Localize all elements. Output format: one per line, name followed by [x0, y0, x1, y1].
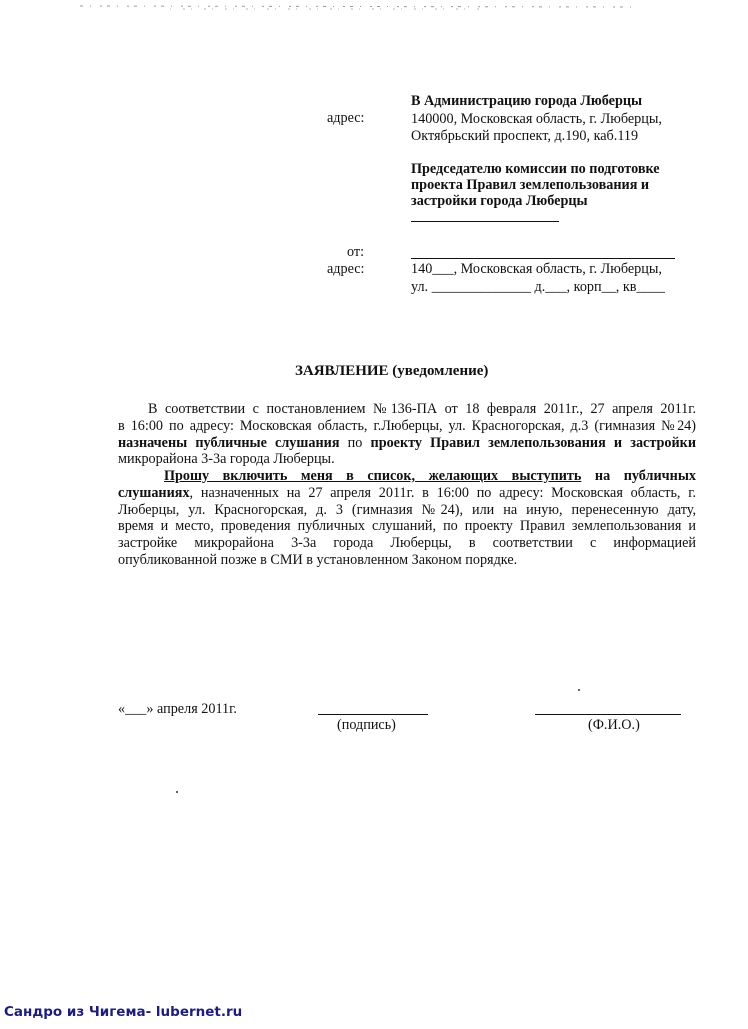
sender-address-line1: 140___, Московская область, г. Люберцы,	[411, 261, 662, 277]
paragraph-1-line-3	[118, 435, 696, 452]
sender-address-line2: ул. ______________ д.___, корп__, кв____	[411, 279, 665, 295]
signature-label: (подпись)	[337, 717, 396, 733]
paragraph-2-line-4: время и место, проведения публичных слушаний, по проекту Правил землепользования и	[118, 518, 696, 535]
paragraph-2-bold-hearings: слушаниях	[118, 484, 190, 501]
scan-speck	[578, 689, 580, 691]
sender-address-label: адрес:	[327, 261, 365, 277]
paragraph-1-bold-project: проекту Правил землепользования и застройки	[370, 434, 696, 451]
addressee-line2: проекта Правил землепользования и	[411, 177, 650, 193]
addressee-name-blank-line	[411, 221, 559, 222]
sender-from-label: от:	[347, 244, 365, 260]
watermark-text: Сандро из Чигема- lubernet.ru	[4, 1004, 243, 1020]
document-title-main: ЗАЯВЛЕНИЕ	[295, 363, 389, 379]
paragraph-2-line-3: Люберцы, ул. Красногорская, д. 3 (гимназия №24), или на иную, перенесенную дату,	[118, 501, 696, 518]
paragraph-1-line-2: в 16:00 по адресу: Московская область, г.Люберцы, ул. Красногорская, д.3 (гимназия №24)	[118, 417, 696, 434]
recipient-address-line1: 140000, Московская область, г. Люберцы,	[411, 111, 662, 127]
paragraph-2-line-2	[118, 485, 696, 502]
signature-blank-line	[318, 714, 428, 715]
sender-name-blank-line	[411, 258, 675, 259]
fio-label: (Ф.И.О.)	[588, 717, 640, 733]
recipient-name: В Администрацию города Люберцы	[411, 93, 643, 109]
paragraph-1-line-1: В соответствии с постановлением №136-ПА от 18 февраля 2011г., 27 апреля 2011г.	[148, 401, 696, 417]
scan-speck	[176, 791, 178, 793]
paragraph-2-line-6: опубликованной позже в СМИ в установленном Законом порядке.	[118, 551, 518, 568]
recipient-address-line2: Октябрьский проспект, д.190, каб.119	[411, 128, 639, 144]
paragraph-2-request-underlined: Прошу включить меня в список, желающих выступить	[164, 468, 582, 484]
document-title	[295, 364, 488, 379]
paragraph-2-line-2-rest: , назначенных на 27 апреля 2011г. в 16:00 по адресу: Московская область, г.	[189, 484, 696, 501]
recipient-address-label: адрес:	[327, 110, 365, 126]
paragraph-1-line-4: микрорайона 3-3а города Люберцы.	[118, 451, 335, 468]
date-field: «___» апреля 2011г.	[118, 701, 237, 717]
document-title-sub: (уведомление)	[392, 363, 489, 379]
addressee-line3: застройки города Люберцы	[411, 193, 588, 209]
paragraph-2-line-5: застройке микрорайона 3-3а города Люберцы, в соответствии с информацией	[118, 535, 696, 552]
addressee-line1: Председателю комиссии по подготовке	[411, 161, 660, 177]
paragraph-1-bold-hearings: назначены публичные слушания	[118, 434, 340, 451]
paragraph-2-line-1-rest: на публичных	[581, 468, 696, 484]
paragraph-1-line-3-mid: по	[339, 434, 371, 451]
paragraph-2	[118, 468, 696, 569]
fio-blank-line	[535, 714, 681, 715]
scan-artifact-top	[0, 0, 748, 14]
paragraph-2-line-1	[118, 468, 696, 485]
paragraph-1	[118, 401, 696, 468]
